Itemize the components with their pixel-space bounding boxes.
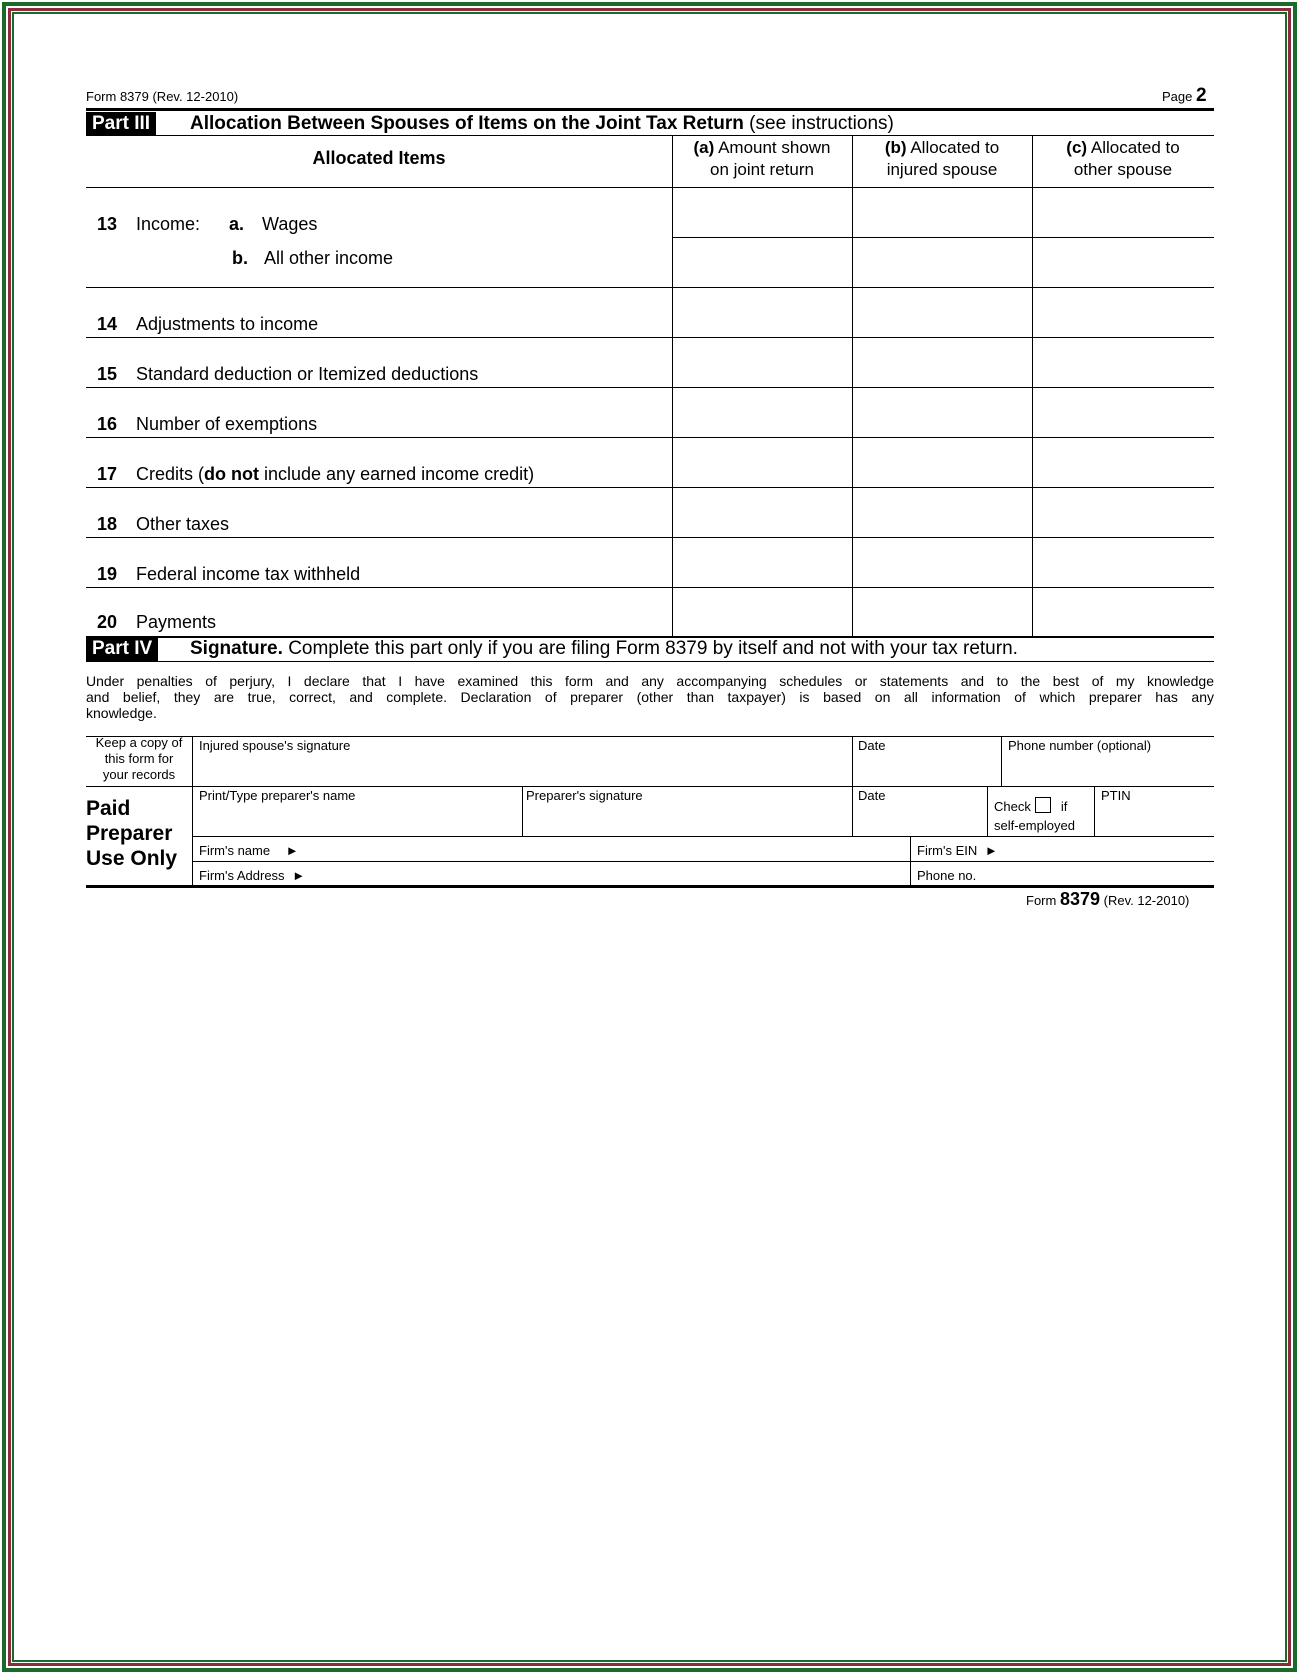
row-13b-rule (86, 287, 1214, 288)
line-19-number: 19 (97, 564, 118, 584)
date-label-injured: Date (858, 738, 886, 753)
line-16-number: 16 (97, 414, 118, 434)
line-13a-col-b-field[interactable] (853, 188, 1031, 236)
perjury-declaration (86, 673, 1214, 721)
part-iii-title (190, 112, 894, 136)
form-reference-top: Form 8379 (Rev. 12-2010) (86, 89, 239, 104)
firm-address-arrow-icon: ► (292, 868, 306, 883)
part-iv-bottom-rule (86, 885, 1214, 888)
check-label: Check (994, 799, 1031, 814)
col-c-line1: Allocated to (1090, 138, 1180, 157)
col-header-c (1032, 137, 1214, 181)
line-17-pre: Credits ( (136, 464, 205, 484)
line-13-number: 13 (97, 214, 118, 234)
line-18-number: 18 (97, 514, 118, 534)
self-employed-checkbox[interactable] (1035, 797, 1051, 813)
line-15-number: 15 (97, 364, 118, 384)
line-15-text: Standard deduction or Itemized deductions (136, 364, 479, 384)
firm-address-field[interactable] (330, 862, 908, 884)
part-iv-title-rest: Complete this part only if you are filing Form 8379 by itself and not with your tax return. (288, 638, 1018, 659)
keep-copy-note (86, 735, 192, 783)
row-15-rule (86, 387, 1214, 388)
part-iii-title-rest: (see instructions) (749, 113, 894, 134)
paid-line3: Use Only (86, 847, 178, 870)
injured-signature-label: Injured spouse's signature (199, 738, 351, 753)
line-13a-col-a-field[interactable] (673, 188, 851, 236)
col-b-line1: Allocated to (910, 138, 1000, 157)
page-number: 2 (1196, 85, 1207, 106)
part-iv-title-bold: Signature. (190, 638, 283, 659)
line-19-text: Federal income tax withheld (136, 564, 361, 584)
line-16-text: Number of exemptions (136, 414, 318, 434)
col-header-b (852, 137, 1032, 181)
col-b-letter: (b) (884, 138, 907, 157)
page-label: Page (1162, 89, 1193, 104)
firm-ein-divider (910, 836, 911, 886)
line-14-number: 14 (97, 314, 118, 334)
declaration-line-3: knowledge. (86, 705, 157, 721)
col-c-letter: (c) (1066, 138, 1088, 157)
firm-name-row (199, 843, 299, 858)
injured-signature-field[interactable] (193, 737, 851, 785)
footer-revision: (Rev. 12-2010) (1103, 893, 1190, 908)
paid-line1: Paid (86, 797, 131, 820)
col-header-allocated-items: Allocated Items (312, 148, 446, 168)
check-if-label: if (1060, 799, 1068, 814)
line-18-text: Other taxes (136, 514, 230, 534)
line-17-number: 17 (97, 464, 118, 484)
col-b-line2: injured spouse (886, 160, 998, 179)
form-footer (1026, 889, 1189, 910)
ptin-field[interactable] (1095, 787, 1213, 835)
footer-form-number: 8379 (1059, 889, 1101, 909)
page-indicator (1162, 85, 1207, 107)
col-header-a (672, 137, 852, 181)
injured-date-field[interactable] (853, 737, 1000, 785)
paid-line2: Preparer (86, 822, 173, 845)
row-16-rule (86, 437, 1214, 438)
keep-copy-bottom-rule (86, 786, 192, 787)
self-employed-label: self-employed (994, 818, 1075, 833)
header-rule (86, 108, 1214, 111)
line-20-text: Payments (136, 612, 217, 632)
ptin-label: PTIN (1101, 788, 1131, 803)
line-17-post: include any earned income credit) (259, 464, 535, 484)
keep-copy-line1: Keep a copy of (95, 735, 183, 750)
line-13a-letter: a. (229, 214, 245, 234)
preparer-name-label: Print/Type preparer's name (199, 788, 356, 803)
col-c-line2: other spouse (1073, 160, 1173, 179)
firm-ein-label: Firm's EIN (917, 843, 978, 858)
phone-no-label: Phone no. (917, 868, 977, 883)
col-a-line1: Amount shown (718, 138, 831, 157)
preparer-signature-label: Preparer's signature (526, 788, 643, 803)
keep-copy-line3: your records (102, 767, 176, 782)
firm-name-label: Firm's name (199, 843, 271, 858)
footer-form-word: Form (1026, 893, 1057, 908)
date-label-preparer: Date (858, 788, 886, 803)
firm-name-field[interactable] (330, 837, 908, 860)
part-iv-label: Part IV (86, 637, 158, 661)
row-18-rule (86, 537, 1214, 538)
row-19-rule (86, 587, 1214, 588)
line-13-label: Income: (136, 214, 201, 234)
part-iv-title (190, 637, 1018, 661)
line-17-bold: do not (204, 464, 259, 484)
col-a-line2: on joint return (710, 160, 814, 179)
line-13b-letter: b. (232, 248, 248, 268)
preparer-date-field[interactable] (853, 787, 986, 835)
line-20-number: 20 (97, 612, 118, 632)
phone-no-field[interactable] (990, 862, 1213, 884)
phone-optional-label: Phone number (optional) (1008, 738, 1152, 753)
line-13b-text: All other income (264, 248, 394, 268)
check-divider (987, 786, 988, 836)
phone-optional-field[interactable] (1002, 737, 1213, 785)
firm-address-label: Firm's Address (199, 868, 285, 883)
line-13a-col-c-field[interactable] (1033, 188, 1213, 236)
row-13a-rule (672, 237, 1214, 238)
check-self-employed (994, 797, 1067, 814)
firm-name-arrow-icon: ► (285, 843, 299, 858)
declaration-line-2: and belief, they are true, correct, and complete. Declaration of preparer (other than taxpayer) is based on all information of which preparer has any (86, 689, 1214, 705)
line-13a-text: Wages (262, 214, 318, 234)
preparer-signature-field[interactable] (523, 787, 851, 835)
part-iii-label: Part III (86, 112, 156, 136)
keep-copy-line2: this form for (104, 751, 174, 766)
part-iii-title-bold: Allocation Between Spouses of Items on the Joint Tax Return (190, 113, 744, 134)
firm-address-row (199, 868, 305, 883)
part-iii-title-rule (86, 135, 1214, 136)
col-a-letter: (a) (693, 138, 715, 157)
preparer-name-field[interactable] (193, 787, 521, 835)
declaration-line-1: Under penalties of perjury, I declare that I have examined this form and any accompanying schedules or statements and to the best of my knowledge (86, 673, 1214, 689)
line-14-text: Adjustments to income (136, 314, 319, 334)
part-iv-title-rule (86, 661, 1214, 662)
line-17-text (136, 464, 534, 485)
row-17-rule (86, 487, 1214, 488)
paid-preparer-heading (86, 796, 177, 871)
row-14-rule (86, 337, 1214, 338)
firm-ein-field[interactable] (1010, 837, 1213, 860)
firm-ein-row (917, 843, 998, 858)
firm-ein-arrow-icon: ► (984, 843, 998, 858)
